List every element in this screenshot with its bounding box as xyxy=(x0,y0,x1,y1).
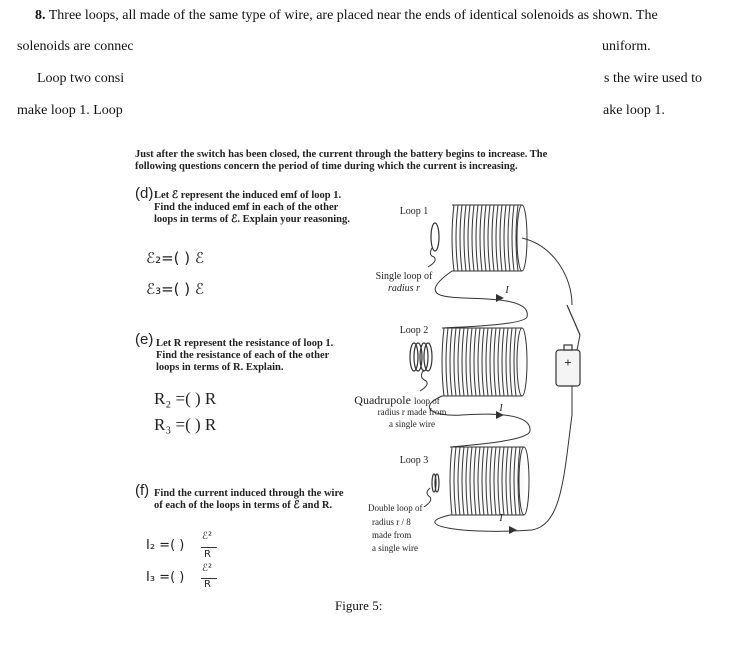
current-label-3: I xyxy=(499,513,503,524)
switch-wire xyxy=(522,238,572,305)
problem-line-2-right: uniform. xyxy=(602,39,651,54)
figure-intro: Just after the switch has been closed, the current through the battery begins to increase. The following questions concern the period of time during which the current is increasing. xyxy=(135,149,548,172)
loop-1-desc-1: Single loop of xyxy=(375,271,433,282)
loop-2-title: Loop 2 xyxy=(399,325,429,336)
problem-line-4-right: ake loop 1. xyxy=(603,103,665,118)
current-label-2: I xyxy=(499,403,503,414)
problem-line-2-left: solenoids are connec xyxy=(17,39,134,54)
battery-plus: + xyxy=(564,355,572,370)
part-d-text: Let ℰ represent the induced emf of loop 1. Find the induced emf in each of the other loops in terms of ℰ. Explain your reasoning. xyxy=(154,190,350,225)
part-f-text: Find the current induced through the wire of each of the loops in terms of ℰ and R. xyxy=(154,488,344,511)
loop-3-desc-3: made from xyxy=(372,530,412,540)
loop-2-desc-1b: loop of xyxy=(413,396,440,406)
loop-1-ring xyxy=(431,223,439,251)
current-label-1: I xyxy=(505,285,509,296)
loop-2-desc-1 xyxy=(337,393,457,408)
problem-line-3-left: Loop two consi xyxy=(37,71,125,86)
part-f-eq2: I₃ =( ) xyxy=(146,570,185,585)
figure-caption: Figure 5: xyxy=(335,598,383,613)
part-e-eq2: R₃ =( ) R xyxy=(154,415,217,434)
figure-scan xyxy=(132,145,587,590)
part-d-eq2: ℰ₃=( ) ℰ xyxy=(146,280,204,298)
loop-3-desc-4: a single wire xyxy=(372,543,418,553)
loop-2-leads xyxy=(420,370,427,391)
loop-3-rings xyxy=(432,474,439,492)
part-f-eq1-den: R xyxy=(204,549,211,560)
solenoid-2 xyxy=(442,328,527,396)
part-e-label: (e) xyxy=(135,331,154,348)
part-f-eq1: I₂ =( ) xyxy=(146,538,185,553)
loop-1-desc-2: radius r xyxy=(388,283,420,294)
part-d-label: (d) xyxy=(135,185,154,202)
part-d-eq1: ℰ₂=( ) ℰ xyxy=(146,249,204,267)
loop-2-rings xyxy=(410,343,432,371)
part-f-eq1-fraction-bar xyxy=(201,547,217,548)
loop-3-desc-1: Double loop of xyxy=(368,503,423,513)
problem-line-3-right: s the wire used to xyxy=(604,71,702,86)
solenoid-1 xyxy=(452,205,527,271)
problem-line-1 xyxy=(35,8,658,24)
part-e-eq1: R₂ =( ) R xyxy=(154,389,217,408)
part-f-label: (f) xyxy=(135,482,150,499)
loop-3-title: Loop 3 xyxy=(399,455,429,466)
part-f-eq1-num: ℰ² xyxy=(202,531,213,542)
problem-line-4-left: make loop 1. Loop xyxy=(17,103,123,118)
solenoid-3 xyxy=(450,447,529,515)
part-e-text: Let R represent the resistance of loop 1. Find the resistance of each of the other loops in terms of R. Explain. xyxy=(156,338,334,373)
loop-1-title: Loop 1 xyxy=(399,206,429,217)
switch xyxy=(567,305,580,335)
problem-number: 8. xyxy=(35,8,46,23)
part-f-eq2-num: ℰ² xyxy=(202,563,213,574)
loop-2-desc-3: a single wire xyxy=(389,419,435,429)
loop-2-desc-2: radius r made from xyxy=(377,407,447,417)
loop-2-desc-1a: Quadrupole xyxy=(354,393,411,407)
loop-3-desc-2: radius r / 8 xyxy=(372,517,411,527)
part-f-eq2-den: R xyxy=(204,579,211,590)
problem-line-1-text: Three loops, all made of the same type of wire, are placed near the ends of identical solenoids as shown. The xyxy=(48,8,658,23)
